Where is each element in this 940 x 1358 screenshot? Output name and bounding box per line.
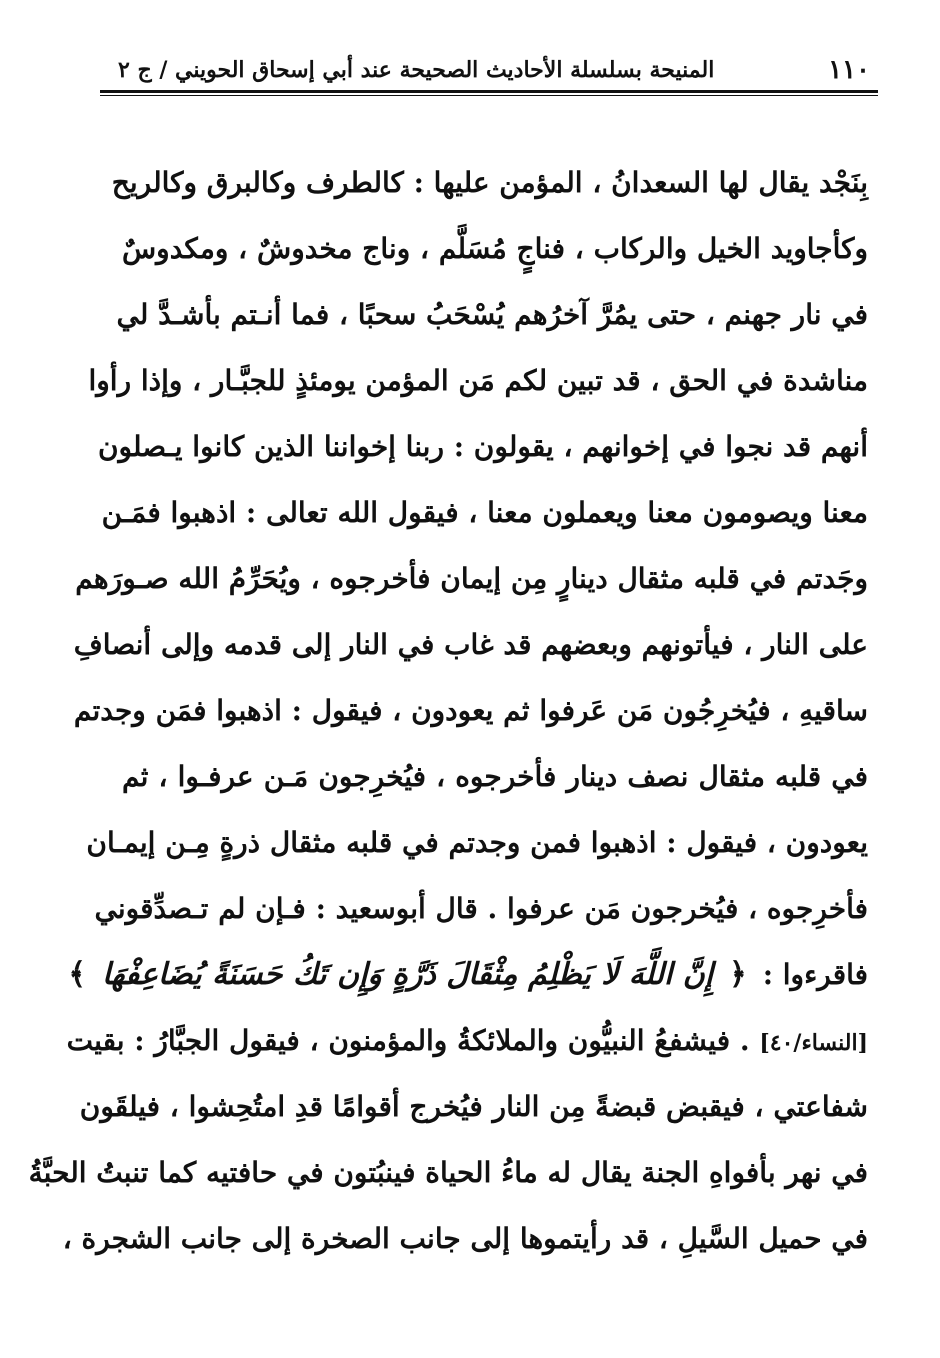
page-number: ١١٠ (828, 55, 870, 85)
page-header (118, 52, 870, 88)
verse-reference: [النساء/٤٠] (759, 1030, 868, 1056)
quran-verse-line (68, 942, 868, 1008)
header-rule (100, 90, 878, 96)
running-title: المنيحة بسلسلة الأحاديث الصحيحة عند أبي إسحاق الحويني / ج ٢ (118, 57, 715, 83)
text-line: شفاعتي ، فيقبض قبضةً مِن النار فيُخرج أقوامًا قدِ امتُحِشوا ، فيلقَون (79, 1090, 868, 1123)
reference-line-text: . فيشفعُ النبيُّون والملائكةُ والمؤمنون ، فيقول الجبَّارُ : بقيت (66, 1024, 750, 1057)
verse-open-bracket: ﴿ (729, 957, 747, 992)
text-line: في نهر بأفواهِ الجنة يقال له ماءُ الحياة فينبُتون في حافتيه كما تنبتُ الحبَّةُ (28, 1156, 868, 1189)
text-line: مناشدة في الحق ، قد تبين لكم مَن المؤمن يومئذٍ للجبَّـار ، وإذا رأوا (88, 364, 868, 397)
text-line: في قلبه مثقال نصف دينار فأخرجوه ، فيُخرِجون مَـن عرفـوا ، ثم (122, 760, 868, 793)
text-line: في حميل السَّيلِ ، قد رأيتموها إلى جانب الصخرة إلى جانب الشجرة ، (62, 1222, 868, 1255)
text-line: في نار جهنم ، حتى يمُرَّ آخرُهم يُسْحَبُ سحبًا ، فما أنـتم بأشـدَّ لي (116, 298, 868, 331)
text-line: ساقيهِ ، فيُخرِجُون مَن عَرفوا ثم يعودون ، فيقول : اذهبوا فمَن وجدتم (73, 694, 868, 727)
text-line: على النار ، فيأتونهم وبعضهم قد غاب في النار إلى قدمه وإلى أنصافِ (73, 628, 868, 661)
text-line: فأخرِجوه ، فيُخرجون مَن عرفوا . قال أبوسعيد : فـإن لم تـصدِّقوني (94, 892, 868, 925)
verse-close-bracket: ﴾ (68, 957, 86, 992)
main-text (28, 150, 868, 1272)
reference-line (66, 1008, 868, 1074)
text-line: بِنَجْد يقال لها السعدانُ ، المؤمن عليها : كالطرف وكالبرق وكالريح (111, 166, 868, 199)
text-line: أنهم قد نجوا في إخوانهم ، يقولون : ربنا إخواننا الذين كانوا يـصلون (97, 430, 868, 463)
text-line: وجَدتم في قلبه مثقال دينارٍ مِن إيمان فأخرجوه ، ويُحَرِّمُ الله صـورَهم (75, 562, 868, 595)
text-line: معنا ويصومون معنا ويعملون معنا ، فيقول الله تعالى : اذهبوا فمَـن (101, 496, 868, 529)
text-line: وكأجاويد الخيل والركاب ، فناجٍ مُسَلَّم ، وناج مخدوشٌ ، ومكدوسٌ (122, 232, 868, 265)
text-line: يعودون ، فيقول : اذهبوا فمن وجدتم في قلبه مثقال ذرةٍ مِـن إيمـان (86, 826, 868, 859)
quran-verse: إِنَّ اللَّهَ لَا يَظْلِمُ مِثْقَالَ ذَرَّةٍ وَإِن تَكُ حَسَنَةً يُضَاعِفْهَا (102, 957, 714, 992)
verse-lead: فاقرءوا : (762, 958, 868, 991)
